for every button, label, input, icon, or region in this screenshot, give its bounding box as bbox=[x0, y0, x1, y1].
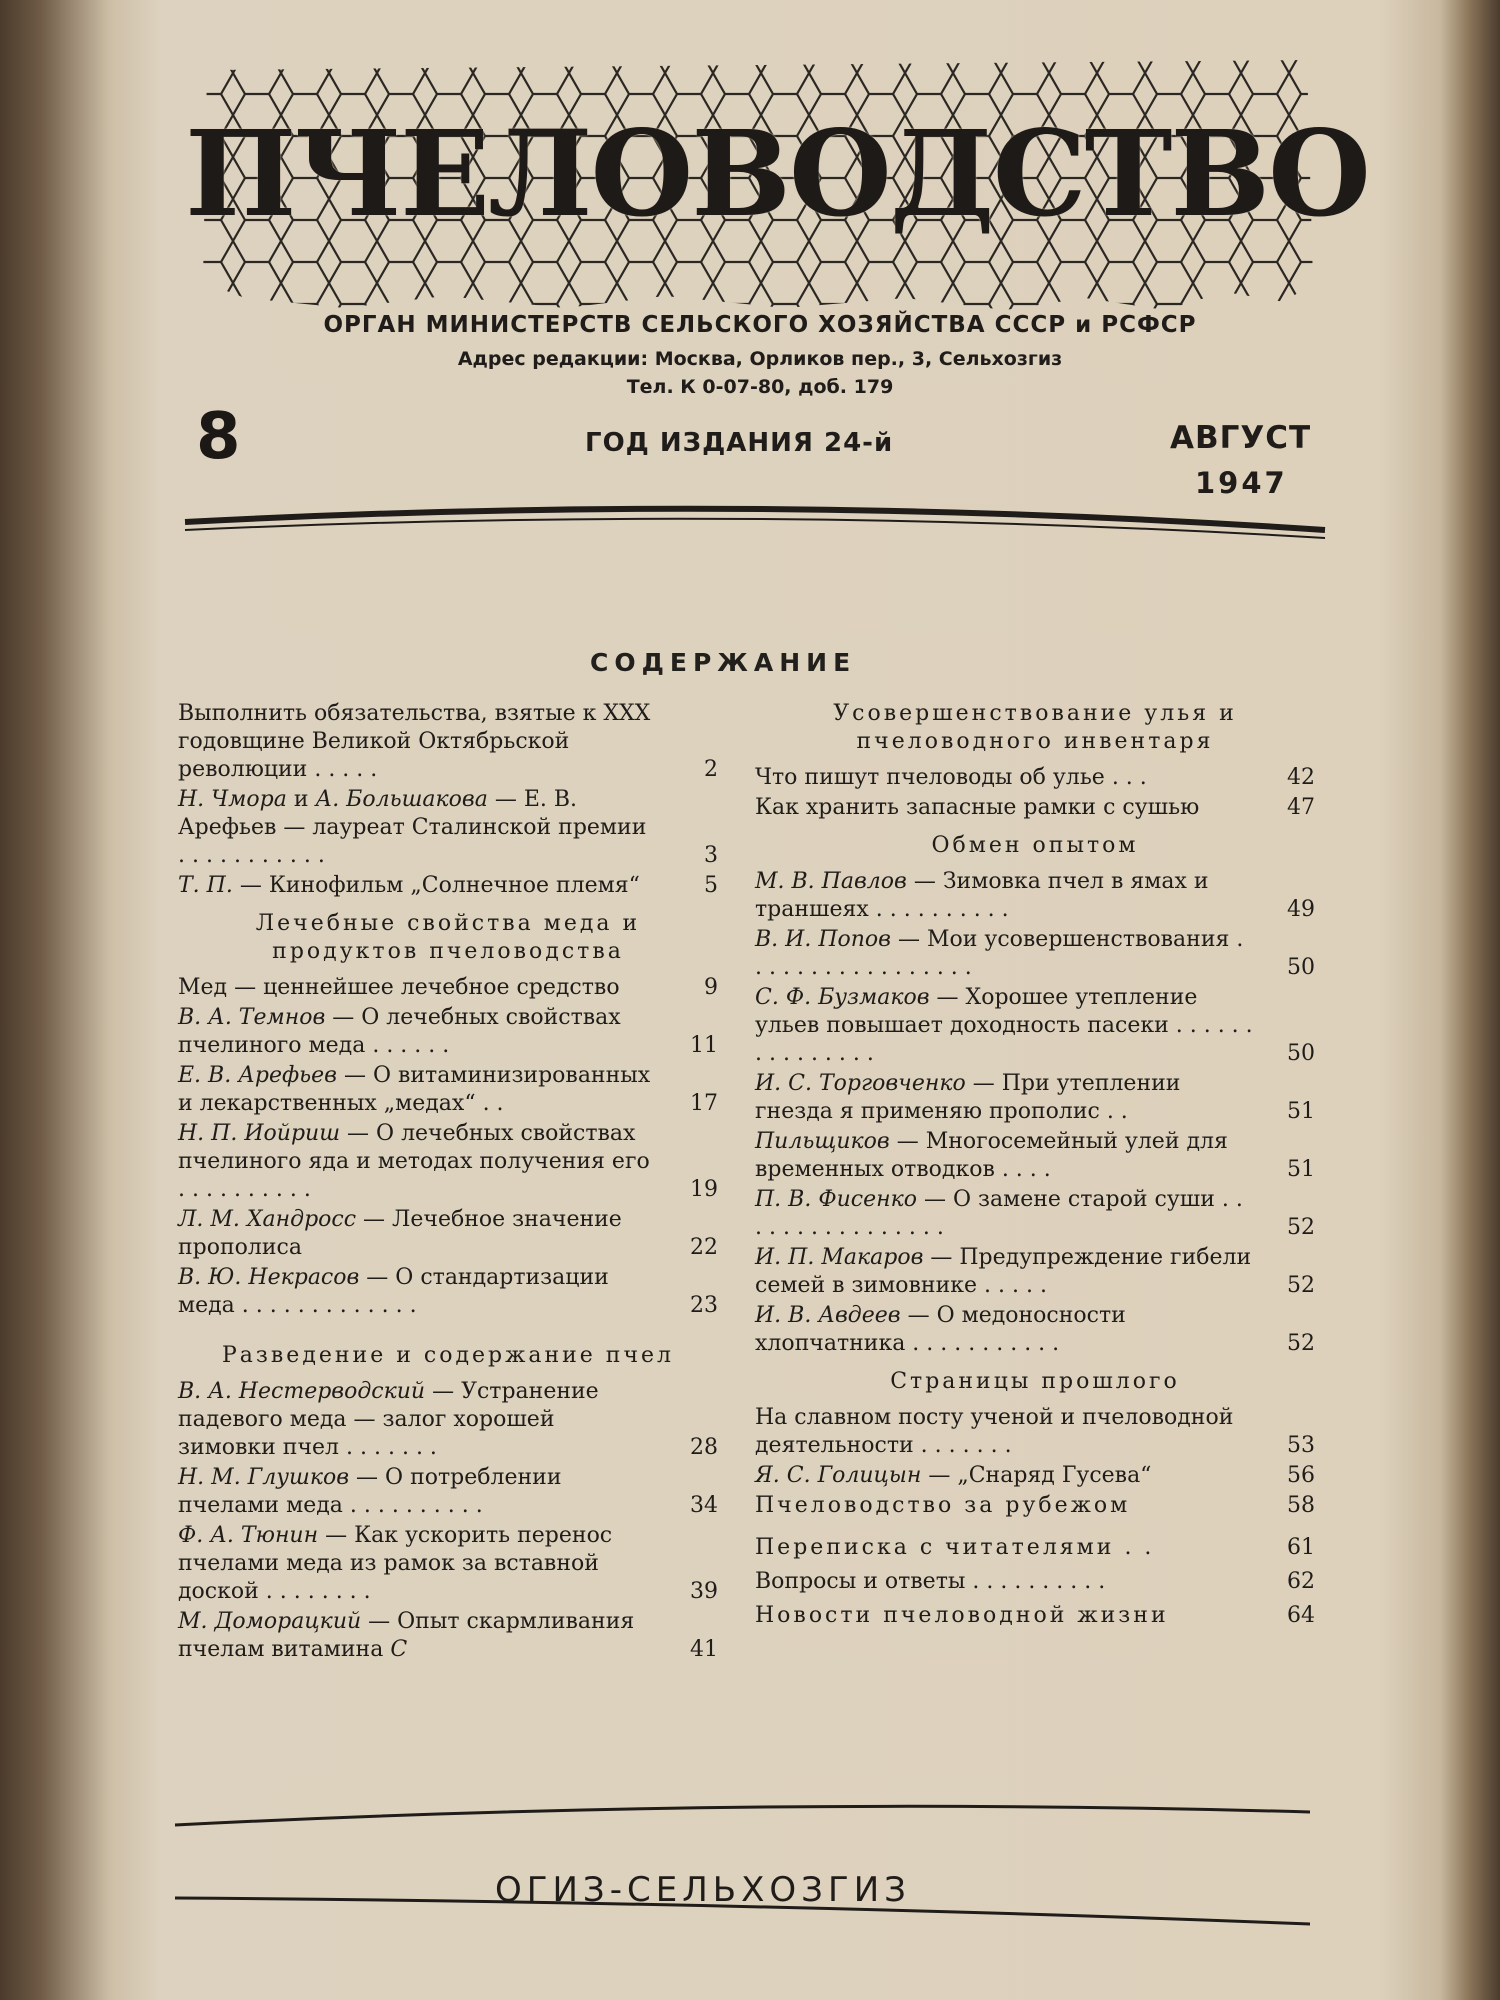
masthead bbox=[185, 52, 1369, 314]
toc-entry-page: 23 bbox=[690, 1293, 718, 1318]
toc-entry-author: Н. П. Иойриш bbox=[178, 1121, 341, 1146]
toc-entry bbox=[755, 1534, 1315, 1562]
toc-entry-page: 28 bbox=[690, 1435, 718, 1460]
toc-entry-page: 52 bbox=[1287, 1273, 1315, 1298]
toc-entry bbox=[755, 868, 1315, 924]
toc-entry bbox=[178, 1062, 718, 1118]
toc-entry-page: 52 bbox=[1287, 1215, 1315, 1240]
toc-entry-title: Что пишут пчеловоды об улье . . . bbox=[755, 765, 1147, 790]
toc-entry-page: 3 bbox=[704, 843, 718, 868]
toc-entry-page: 64 bbox=[1287, 1603, 1315, 1628]
footer-rule-top bbox=[170, 1800, 1320, 1830]
toc-entry-author: Н. Чмора bbox=[178, 787, 287, 812]
toc-entry bbox=[178, 1264, 718, 1320]
toc-entry-author: Т. П. bbox=[178, 873, 233, 898]
toc-entry-page: 9 bbox=[704, 975, 718, 1000]
toc-entry-page: 22 bbox=[690, 1235, 718, 1260]
toc-entry bbox=[755, 1244, 1315, 1300]
toc-entry bbox=[755, 764, 1315, 792]
toc-entry-title: На славном посту ученой и пчеловодной деятельности . . . . . . . bbox=[755, 1405, 1234, 1458]
magazine-title: ПЧЕЛОВОДСТВО bbox=[185, 104, 1369, 243]
toc-entry bbox=[178, 1378, 718, 1462]
toc-entry-page: 58 bbox=[1287, 1493, 1315, 1518]
toc-entry-page: 34 bbox=[690, 1493, 718, 1518]
section-heading: Лечебные свойства меда и продуктов пчеловодства bbox=[255, 911, 641, 964]
section-heading: Обмен опытом bbox=[931, 833, 1139, 858]
toc-entry bbox=[755, 1186, 1315, 1242]
toc-entry-title: Выполнить обязательства, взятые к XXX годовщине Великой Октябрьской революции . . . . . bbox=[178, 701, 651, 782]
toc-entry-page: 56 bbox=[1287, 1463, 1315, 1488]
toc-entry-title: — Опыт скармливания пчелам витамина bbox=[178, 1609, 635, 1662]
toc-entry bbox=[755, 1070, 1315, 1126]
toc-entry-page: 52 bbox=[1287, 1331, 1315, 1356]
toc-entry-title: — Хорошее утепление ульев повышает доходность пасеки . . . . . . . . . . . . . . . bbox=[755, 985, 1253, 1066]
toc-entry bbox=[178, 1120, 718, 1204]
toc-entry-page: 17 bbox=[690, 1091, 718, 1116]
toc-entry-title: — При утеплении гнезда я применяю прополис . . bbox=[755, 1071, 1181, 1124]
issue-year: 1947 bbox=[1195, 466, 1288, 500]
toc-entry-page: 39 bbox=[690, 1579, 718, 1604]
toc-entry-title: — Е. В. Арефьев — лауреат Сталинской премии . . . . . . . . . . . bbox=[178, 787, 647, 868]
toc-entry-page: 41 bbox=[690, 1637, 718, 1662]
toc-entry-page: 50 bbox=[1287, 955, 1315, 980]
toc-entry-author: С. Ф. Бузмаков bbox=[755, 985, 930, 1010]
toc-entry-title: — Зимовка пчел в ямах и траншеях . . . . . . . . . . bbox=[755, 869, 1209, 922]
toc-entry-title: — Мои усовершенствования . . . . . . . . . . . . . . . . . bbox=[755, 927, 1244, 980]
toc-entry-author: И. С. Торговченко bbox=[755, 1071, 966, 1096]
toc-entry-title: Пчеловодство за рубежом bbox=[755, 1493, 1131, 1518]
header-rule bbox=[180, 500, 1330, 540]
section-heading: Усовершенствование улья и пчеловодного инвентаря bbox=[833, 701, 1237, 754]
toc-entry-page: 11 bbox=[690, 1033, 718, 1058]
toc-entry-page: 2 bbox=[704, 757, 718, 782]
toc-entry-author: Н. М. Глушков bbox=[178, 1465, 350, 1490]
toc-entry bbox=[178, 786, 718, 870]
footer-rule-bottom bbox=[170, 1890, 1320, 1930]
publisher-organ: ОРГАН МИНИСТЕРСТВ СЕЛЬСКОГО ХОЗЯЙСТВА СССР и РСФСР bbox=[323, 312, 1197, 338]
toc-entry-title: — Как ускорить перенос пчелами меда из рамок за вставной доской . . . . . . . . bbox=[178, 1523, 613, 1604]
toc-entry bbox=[178, 872, 718, 900]
toc-entry bbox=[755, 926, 1315, 982]
toc-entry-conjunction: и bbox=[286, 787, 316, 812]
toc-entry-title: Как хранить запасные рамки с сушью bbox=[755, 795, 1200, 820]
issue-number: 8 bbox=[196, 400, 241, 474]
toc-entry-page: 50 bbox=[1287, 1041, 1315, 1066]
editorial-address: Адрес редакции: Москва, Орликов пер., 3, Сельхозгиз bbox=[457, 348, 1063, 370]
toc-entry-page: 42 bbox=[1287, 765, 1315, 790]
toc-entry-page: 61 bbox=[1287, 1535, 1315, 1560]
contents-right-column bbox=[755, 700, 1315, 1632]
toc-entry bbox=[755, 1462, 1315, 1490]
toc-entry bbox=[755, 1128, 1315, 1184]
toc-entry-title: — О замене старой суши . . . . . . . . . . . . . . . . bbox=[755, 1187, 1243, 1240]
toc-entry-title: Новости пчеловодной жизни bbox=[755, 1603, 1169, 1628]
section-heading: Страницы прошлого bbox=[890, 1369, 1180, 1394]
section-heading: Разведение и содержание пчел bbox=[222, 1343, 674, 1368]
toc-entry-author: М. В. Павлов bbox=[755, 869, 907, 894]
toc-entry-author: Я. С. Голицын bbox=[755, 1463, 922, 1488]
toc-entry-title: — Многосемейный улей для временных отводков . . . . bbox=[755, 1129, 1228, 1182]
toc-entry-author: В. А. Нестерводский bbox=[178, 1379, 426, 1404]
toc-entry-page: 51 bbox=[1287, 1099, 1315, 1124]
contents-heading: СОДЕРЖАНИЕ bbox=[590, 648, 857, 677]
toc-entry-author: В. И. Попов bbox=[755, 927, 891, 952]
toc-entry-author: Е. В. Арефьев bbox=[178, 1063, 337, 1088]
toc-entry-title: — О медоносности хлопчатника . . . . . . . . . . . bbox=[755, 1303, 1126, 1356]
publisher-name: ОГИЗ-СЕЛЬХОЗГИЗ bbox=[495, 1870, 911, 1910]
toc-entry bbox=[178, 1206, 718, 1262]
toc-entry-title: — О витаминизированных и лекарственных „медах“ . . bbox=[178, 1063, 651, 1116]
toc-entry-title: Мед — ценнейшее лечебное средство bbox=[178, 975, 620, 1000]
toc-entry bbox=[755, 1404, 1315, 1460]
toc-entry-title: Переписка с читателями . . bbox=[755, 1535, 1155, 1560]
toc-entry-page: 19 bbox=[690, 1177, 718, 1202]
toc-entry-title: — О стандартизации меда . . . . . . . . . . . . . bbox=[178, 1265, 609, 1318]
toc-entry bbox=[178, 1608, 718, 1664]
toc-entry bbox=[178, 1522, 718, 1606]
vitamin-letter: С bbox=[390, 1637, 408, 1662]
toc-entry-title: — О потреблении пчелами меда . . . . . . . . . . bbox=[178, 1465, 562, 1518]
toc-entry-page: 53 bbox=[1287, 1433, 1315, 1458]
toc-entry-author: Л. М. Хандросс bbox=[178, 1207, 357, 1232]
toc-entry-author: П. В. Фисенко bbox=[755, 1187, 917, 1212]
toc-entry-author: В. Ю. Некрасов bbox=[178, 1265, 360, 1290]
toc-entry-title: — Предупреждение гибели семей в зимовнике . . . . . bbox=[755, 1245, 1252, 1298]
toc-entry bbox=[755, 1302, 1315, 1358]
toc-entry-author: Ф. А. Тюнин bbox=[178, 1523, 319, 1548]
toc-entry-page: 51 bbox=[1287, 1157, 1315, 1182]
toc-entry-title: — Лечебное значение прополиса bbox=[178, 1207, 622, 1260]
toc-entry bbox=[755, 984, 1315, 1068]
editorial-phone: Тел. К 0-07-80, доб. 179 bbox=[626, 376, 894, 398]
toc-entry-title: — О лечебных свойствах пчелиного меда . . . . . . bbox=[178, 1005, 621, 1058]
toc-entry-author: И. П. Макаров bbox=[755, 1245, 924, 1270]
toc-entry-author: А. Большакова bbox=[315, 787, 488, 812]
toc-entry-title: Вопросы и ответы . . . . . . . . . . bbox=[755, 1569, 1106, 1594]
toc-entry bbox=[178, 1464, 718, 1520]
toc-entry bbox=[178, 1004, 718, 1060]
toc-entry-page: 49 bbox=[1287, 897, 1315, 922]
toc-entry-title: — О лечебных свойствах пчелиного яда и методах получения его . . . . . . . . . . bbox=[178, 1121, 650, 1202]
toc-entry-author: В. А. Темнов bbox=[178, 1005, 326, 1030]
toc-entry-title: — „Снаряд Гусева“ bbox=[921, 1463, 1152, 1488]
toc-entry-author: Пильщиков bbox=[755, 1129, 890, 1154]
toc-entry-page: 5 bbox=[704, 873, 718, 898]
toc-entry bbox=[178, 700, 718, 784]
publication-year-label: ГОД ИЗДАНИЯ 24-й bbox=[585, 428, 894, 458]
toc-entry bbox=[755, 1568, 1315, 1596]
toc-entry bbox=[755, 1492, 1315, 1520]
toc-entry bbox=[178, 974, 718, 1002]
contents-left-column bbox=[178, 700, 718, 1666]
toc-entry-title: — Устранение падевого меда — залог хорошей зимовки пчел . . . . . . . bbox=[178, 1379, 599, 1460]
toc-entry-author: М. Доморацкий bbox=[178, 1609, 362, 1634]
toc-entry-page: 47 bbox=[1287, 795, 1315, 820]
toc-entry bbox=[755, 794, 1315, 822]
toc-entry-author: И. В. Авдеев bbox=[755, 1303, 901, 1328]
issue-month: АВГУСТ bbox=[1170, 420, 1312, 456]
toc-entry bbox=[755, 1602, 1315, 1630]
toc-entry-title: — Кинофильм „Солнечное племя“ bbox=[232, 873, 640, 898]
toc-entry-page: 62 bbox=[1287, 1569, 1315, 1594]
